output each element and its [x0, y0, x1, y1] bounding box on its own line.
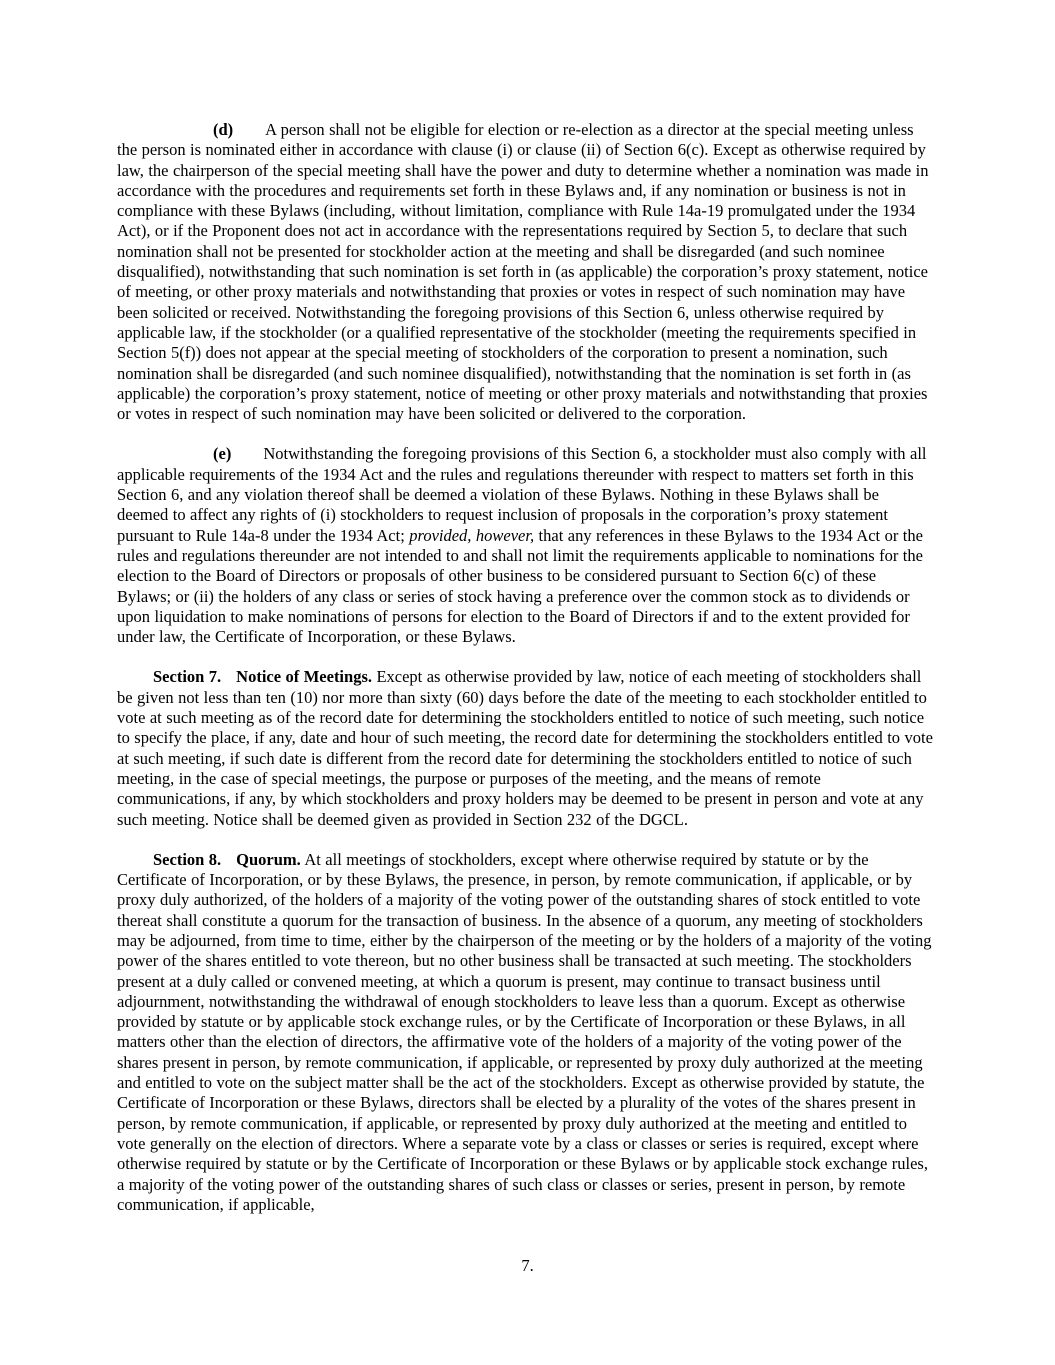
document-body	[117, 120, 934, 1235]
page-number: 7.	[521, 1256, 534, 1275]
section-7-title: Notice of Meetings.	[236, 667, 372, 687]
section-8	[117, 850, 934, 1215]
section-8-number: Section 8.	[153, 849, 222, 869]
paragraph-d	[117, 120, 934, 424]
text-run: that any references in these Bylaws to the 1934 Act or the rules and regulations thereunder are not intended to and shall not limit the requirements applicable to nominations for the election to the Board of Directors or proposals of other business to be considered pursuant to Section 6(c) of these Bylaws; or (ii) the holders of any class or series of stock having a preference over the common stock as to dividends or upon liquidation to make nominations of persons for election to the Board of Directors if and to the extent provided for under law, the Certificate of Incorporation, or these Bylaws.	[117, 525, 923, 647]
section-8-title: Quorum.	[236, 849, 301, 869]
text-run: Except as otherwise provided by law, notice of each meeting of stockholders shall be given not less than ten (10) nor more than sixty (60) days before the date of the meeting to each stockholder entitled to vote at such meeting as of the record date for determining the stockholders entitled to notice of such meeting, such notice to specify the place, if any, date and hour of such meeting, the record date for determining the stockholders entitled to vote at such meeting, if such date is different from the record date for determining the stockholders entitled to notice of such meeting, in the case of special meetings, the purpose or purposes of the meeting, and the means of remote communications, if any, by which stockholders and proxy holders may be deemed to be present in person and vote at any such meeting. Notice shall be deemed given as provided in Section 232 of the DGCL.	[117, 667, 933, 829]
text-run: At all meetings of stockholders, except where otherwise required by statute or by the Certificate of Incorporation, or by these Bylaws, the presence, in person, by remote communication, if applicable, or by proxy duly authorized, of the holders of a majority of the voting power of the outstanding shares of stock entitled to vote thereat shall constitute a quorum for the transaction of business. In the absence of a quorum, any meeting of stockholders may be adjourned, from time to time, either by the chairperson of the meeting or by the holders of a majority of the voting power of the shares entitled to vote thereon, but no other business shall be transacted at such meeting. The stockholders present at a duly called or convened meeting, at which a quorum is present, may continue to transact business until adjournment, notwithstanding the withdrawal of enough stockholders to leave less than a quorum. Except as otherwise provided by statute or by applicable stock exchange rules, or by the Certificate of Incorporation or these Bylaws, in all matters other than the election of directors, the affirmative vote of the holders of a majority of the voting power of the shares present in person, by remote communication, if applicable, or represented by proxy duly authorized at the meeting and entitled to vote on the subject matter shall be the act of the stockholders. Except as otherwise provided by statute, the Certificate of Incorporation or these Bylaws, directors shall be elected by a plurality of the votes of the shares present in person, by remote communication, if applicable, or represented by proxy duly authorized at the meeting and entitled to vote generally on the election of directors. Where a separate vote by a class or classes or series is required, except where otherwise required by statute or by the Certificate of Incorporation or these Bylaws or by applicable stock exchange rules, a majority of the voting power of the outstanding shares of such class or classes or series, present in person, by remote communication, if applicable,	[117, 849, 932, 1214]
tab-spacer	[233, 120, 265, 140]
para-d-label: (d)	[213, 120, 234, 139]
para-e-label: (e)	[213, 444, 232, 464]
section-7	[117, 667, 934, 829]
text-run: Notwithstanding the foregoing provisions of this Section 6, a stockholder must also comply with all applicable requirements of the 1934 Act and the rules and regulations thereunder with respect to matters set forth in this Section 6, and any violation thereof shall be deemed a violation of these Bylaws. Nothing in these Bylaws shall be deemed to affect any rights of (i) stockholders to request inclusion of proposals in the corporation’s proxy statement pursuant to Rule 14a-8 under the 1934 Act;	[117, 444, 927, 545]
text-run: A person shall not be eligible for election or re-election as a director at the special meeting unless the person is nominated either in accordance with clause (i) or clause (ii) of Section 6(c). Except as otherwise required by law, the chairperson of the special meeting shall have the power and duty to determine whether a nomination was made in accordance with the procedures and requirements set forth in these Bylaws and, if any nomination or business is not in compliance with these Bylaws (including, without limitation, compliance with Rule 14a-19 promulgated under the 1934 Act), or if the Proponent does not act in accordance with the representations required by Section 5, to declare that such nomination shall not be presented for stockholder action at the meeting and shall be disregarded (and such nominee disqualified), notwithstanding that such nomination is set forth in (as applicable) the corporation’s proxy statement, notice of meeting, or other proxy materials and notwithstanding that proxies or votes in respect of such nomination may have been solicited or received. Notwithstanding the foregoing provisions of this Section 6, unless otherwise required by applicable law, if the stockholder (or a qualified representative of the stockholder (meeting the requirements specified in Section 5(f)) does not appear at the special meeting of stockholders of the corporation to present a nomination, such nomination shall be disregarded (and such nominee disqualified), notwithstanding that the nomination is set forth in (as applicable) the corporation’s proxy statement, notice of meeting or other proxy materials and notwithstanding that proxies or votes in respect of such nomination may have been solicited or delivered to the corporation.	[117, 120, 929, 424]
tab-spacer	[221, 667, 236, 687]
paragraph-e	[117, 444, 934, 647]
section-7-number: Section 7.	[153, 667, 222, 687]
tab-spacer	[221, 850, 236, 870]
text-run: provided, however,	[409, 525, 535, 545]
page-footer	[0, 1256, 1055, 1276]
tab-spacer	[231, 444, 263, 464]
